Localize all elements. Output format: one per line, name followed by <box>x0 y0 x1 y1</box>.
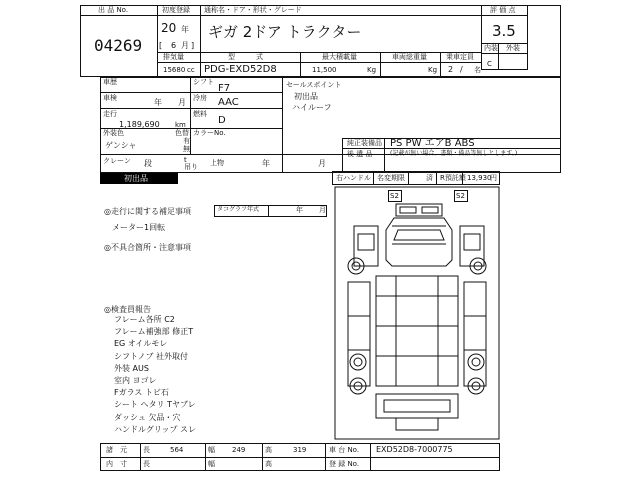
crane-stage-unit: 段 <box>144 159 152 168</box>
kg-unit-2: Kg <box>428 66 438 74</box>
color-value: ゲンシャ <box>105 141 137 150</box>
crane-lift-label: 吊り <box>184 163 198 171</box>
inspector-line: シフトノブ 社外取付 <box>114 351 189 361</box>
diagram-wheel-rear-left-1 <box>350 354 366 370</box>
inner-width-label: 幅 <box>208 460 215 468</box>
recycle-fee-label: R預託額 <box>440 174 466 182</box>
first-reg-label: 初度登録 <box>162 6 190 14</box>
inspector-line: シート ヘタリ Tヤブレ <box>114 400 196 410</box>
title-change-label: 名変期限 <box>377 174 405 182</box>
chassis-value: EXD52D8-7000775 <box>376 445 453 454</box>
car-name: ギガ 2ドア トラクター <box>208 23 362 41</box>
color-code-label: カラーNo. <box>193 129 226 137</box>
tacho-label: タコグラフ年式 <box>217 206 260 213</box>
length-label: 長 <box>143 446 150 454</box>
inspector-line: 外装 AUS <box>114 363 149 373</box>
yen-unit: 円 <box>490 174 497 182</box>
color-label: 外装色 <box>103 129 124 137</box>
equipment-value: PS PW エアB ABS <box>390 138 475 149</box>
recycle-fee-value: 13,930 <box>467 174 492 182</box>
first-reg-year: 20 <box>161 21 177 35</box>
color-change-label: 色替 <box>175 129 189 137</box>
tacho-month-unit: 月 <box>319 206 326 214</box>
capacity-label: 乗車定員 <box>446 53 474 61</box>
ac-value: AAC <box>218 97 239 108</box>
inspector-line: ダッシュ 欠品・穴 <box>114 412 181 422</box>
inspector-line: 室内 ヨゴレ <box>114 376 157 385</box>
exterior-label: 外装 <box>506 44 520 52</box>
height-label: 高 <box>265 446 272 454</box>
inner-height-label: 高 <box>265 460 272 468</box>
registration-label: 登 録 No. <box>329 460 360 468</box>
diagram-mark-right: S2 <box>456 192 465 200</box>
model-code: PDG-EXD52D8 <box>204 64 277 75</box>
displacement: 15680 <box>163 66 186 74</box>
width-value: 249 <box>232 446 246 454</box>
inner-row-label: 内 寸 <box>106 460 127 468</box>
diagram-wheel-rear-right-1 <box>468 354 484 370</box>
diagram-cab-roof <box>396 204 442 216</box>
specs-row-label: 諸 元 <box>106 446 127 454</box>
inner-length-label: 長 <box>143 460 150 468</box>
crane-upper-label: 上物 <box>210 159 224 167</box>
month-open-bracket: [ <box>159 41 163 50</box>
year-unit: 年 <box>181 25 189 34</box>
capacity-value: 2 <box>448 65 454 74</box>
vehicle-diagram <box>334 186 500 440</box>
sales-point-line1: 初出品 <box>294 92 318 101</box>
model-label: 型 式 <box>228 53 263 61</box>
height-value: 319 <box>293 446 307 454</box>
capacity-slash: / <box>460 65 463 74</box>
lot-label: 出 品 No. <box>98 6 129 14</box>
mileage-note-label: ◎走行に関する補足事項 <box>104 207 191 216</box>
inspector-line: ハンドルグリップ スレ <box>114 424 197 434</box>
shift-value: F7 <box>218 83 231 94</box>
crane-month-unit: 月 <box>318 159 326 168</box>
crane-year-unit: 年 <box>262 159 270 168</box>
exhaust-label: 排気量 <box>163 53 184 61</box>
chassis-label: 車 台 No. <box>329 446 360 454</box>
defects-label: ◎不具合箇所・注意事項 <box>104 243 191 252</box>
score-label: 評 価 点 <box>490 6 516 14</box>
mileage-value: 1,189,690 <box>119 120 160 129</box>
inspector-line: EG オイルモレ <box>114 339 168 349</box>
first-reg-month: 6 <box>171 41 177 50</box>
mileage-unit: km <box>175 121 186 129</box>
fuel-value: D <box>218 115 226 126</box>
gross-weight-label: 車両総重量 <box>392 53 427 61</box>
kg-unit-1: Kg <box>367 66 377 74</box>
car-name-header: 通称名・ドア・形状・グレード <box>204 6 302 14</box>
equipment-label: 純正装備品 <box>347 139 382 147</box>
length-value: 564 <box>170 446 184 454</box>
diagram-cab-body <box>386 218 452 266</box>
post-items-note: (記載が無い場合、書類・備品等無しとします。) <box>390 150 518 157</box>
inspection-year-unit: 年 <box>154 98 162 107</box>
month-close-bracket: ] <box>191 41 195 50</box>
crane-ton-unit: t <box>184 156 187 164</box>
diagram-mark-left: S2 <box>390 192 399 200</box>
cc-unit: cc <box>187 66 195 74</box>
recycle-done-label: 済 <box>426 174 433 182</box>
inspector-label: ◎検査員報告 <box>104 305 151 314</box>
post-items-label: 後 遺 品 <box>347 150 373 158</box>
color-change-yes: 有 <box>183 137 190 145</box>
capacity-unit: 名 <box>474 66 481 74</box>
color-change-no: 無 <box>183 145 190 153</box>
first-listing-text: 初出品 <box>124 174 148 183</box>
inspector-line: フレーム各所 C2 <box>114 315 175 324</box>
exterior-grade: C <box>487 60 492 68</box>
score-value: 3.5 <box>492 22 516 40</box>
tacho-year-unit: 年 <box>296 206 303 214</box>
sales-point-label: セールスポイント <box>286 81 342 89</box>
interior-label: 内装 <box>484 44 498 52</box>
diagram-rear <box>376 394 458 418</box>
diagram-frame <box>376 276 458 386</box>
body-history-label: 車歴 <box>103 78 117 86</box>
inspection-month-unit: 月 <box>178 98 186 107</box>
inspector-line: フレーム補強部 修正T <box>114 327 194 337</box>
inspection-label: 車検 <box>103 94 117 102</box>
month-unit: 月 <box>181 41 189 50</box>
crane-label: クレーン <box>103 157 131 165</box>
mileage-label: 走行 <box>103 110 117 118</box>
max-load: 11,500 <box>312 66 337 74</box>
steering-value: 右ハンドル <box>336 174 371 182</box>
width-label: 幅 <box>208 446 215 454</box>
lot-number: 04269 <box>94 36 143 55</box>
sales-point-line2: ハイルーフ <box>292 103 332 112</box>
ac-label: 冷房 <box>193 94 207 102</box>
inspector-line: Fガラス トビ石 <box>114 388 169 398</box>
max-load-label: 最大積載量 <box>322 53 357 61</box>
meter-note: メーター1回転 <box>112 223 166 232</box>
fuel-label: 燃料 <box>193 110 207 118</box>
shift-label: シフト <box>193 78 214 86</box>
